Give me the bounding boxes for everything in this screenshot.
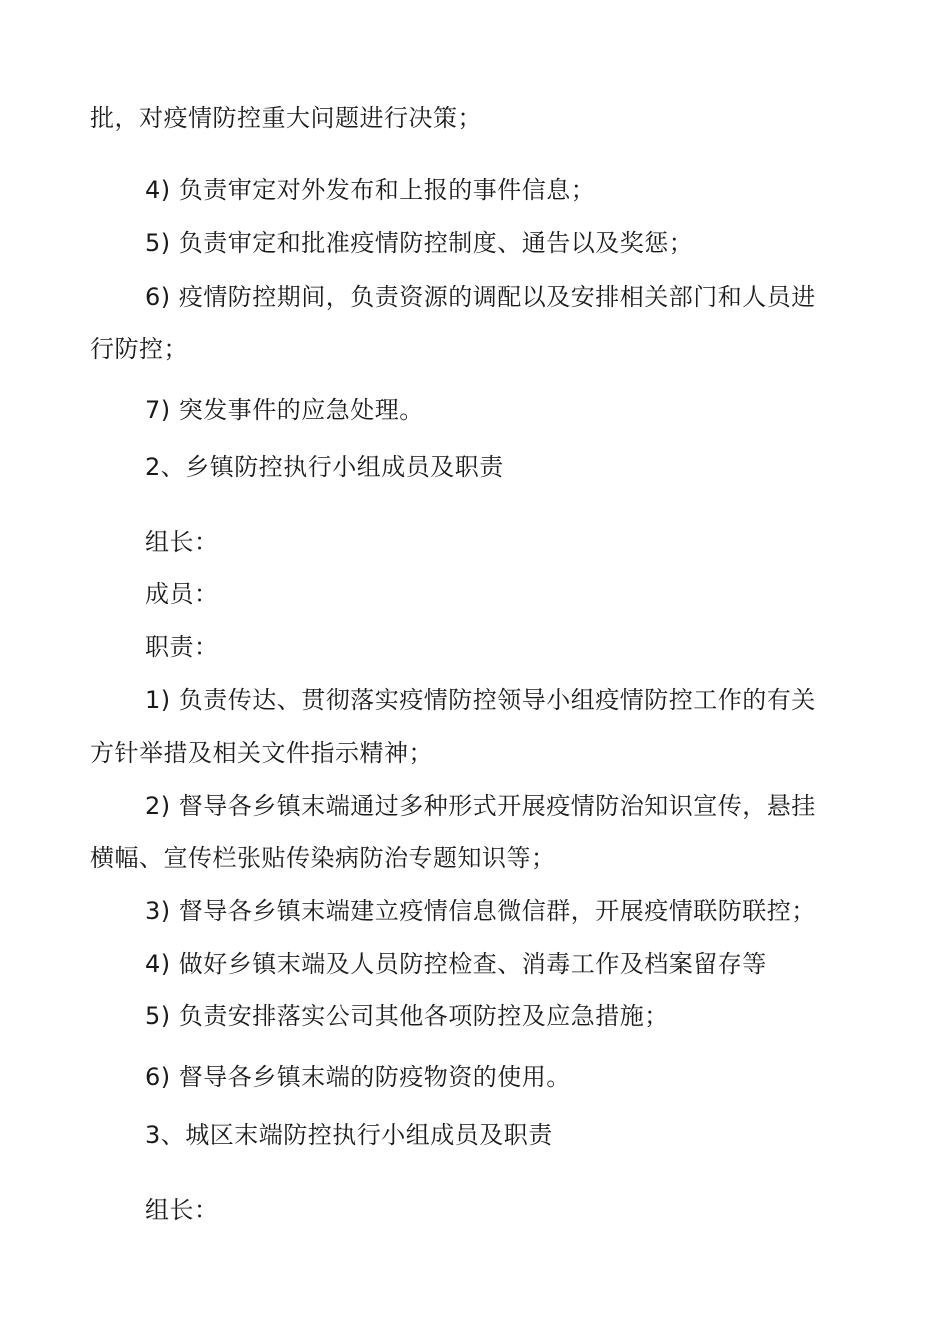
paragraph-line: 4) 做好乡镇末端及人员防控检查、消毒工作及档案留存等	[145, 950, 767, 978]
paragraph-line: 4) 负责审定对外发布和上报的事件信息；	[145, 176, 596, 204]
section-heading: 2、乡镇防控执行小组成员及职责	[145, 453, 504, 481]
paragraph-line: 职责：	[145, 633, 219, 661]
paragraph-line: 组长：	[145, 1196, 219, 1224]
paragraph-line: 成员：	[145, 580, 219, 608]
paragraph-line: 行防控；	[90, 335, 188, 363]
paragraph-line: 方针举措及相关文件指示精神；	[90, 739, 433, 767]
paragraph-line: 7) 突发事件的应急处理。	[145, 396, 424, 424]
paragraph-line: 5) 负责审定和批准疫情防控制度、通告以及奖惩；	[145, 229, 694, 257]
paragraph-line: 1) 负责传达、贯彻落实疫情防控领导小组疫情防控工作的有关	[145, 686, 816, 714]
section-heading: 3、城区末端防控执行小组成员及职责	[145, 1121, 553, 1149]
paragraph-line: 5) 负责安排落实公司其他各项防控及应急措施；	[145, 1002, 669, 1030]
paragraph-line: 组长：	[145, 528, 219, 556]
paragraph-line: 横幅、宣传栏张贴传染病防治专题知识等；	[90, 844, 556, 872]
paragraph-line: 3) 督导各乡镇末端建立疫情信息微信群，开展疫情联防联控；	[145, 897, 816, 925]
paragraph-line: 6) 督导各乡镇末端的防疫物资的使用。	[145, 1063, 571, 1091]
paragraph-line: 批，对疫情防控重大问题进行决策；	[90, 104, 482, 132]
paragraph-line: 2) 督导各乡镇末端通过多种形式开展疫情防治知识宣传，悬挂	[145, 792, 816, 820]
paragraph-line: 6) 疫情防控期间，负责资源的调配以及安排相关部门和人员进	[145, 283, 816, 311]
